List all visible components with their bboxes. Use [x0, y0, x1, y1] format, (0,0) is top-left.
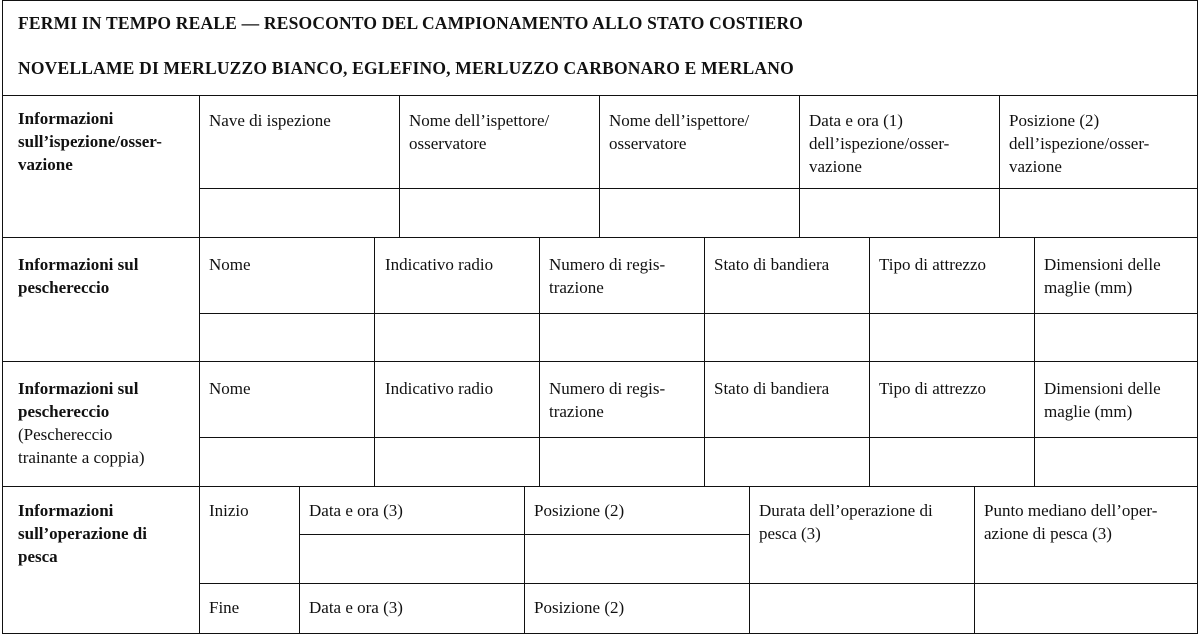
vessel-callsign-field[interactable]	[374, 313, 540, 362]
vessel-mesh-header: Dimensioni delle maglie (mm)	[1044, 255, 1161, 297]
pair-vessel-callsign-field[interactable]	[374, 437, 540, 487]
pair-vessel-flag-header: Stato di bandiera	[714, 379, 830, 398]
vessel-mesh-field[interactable]	[1034, 313, 1198, 362]
pair-vessel-gear-field[interactable]	[869, 437, 1035, 487]
pair-vessel-mesh-field[interactable]	[1034, 437, 1198, 487]
inspection-vessel-header: Nave di ispezione	[209, 111, 331, 130]
form-title: FERMI IN TEMPO REALE — RESOCONTO DEL CAMPIONAMENTO ALLO STATO COSTIERO	[18, 13, 804, 33]
inspection-label: Informazioni sull’ispezione/osser- vazione	[18, 109, 162, 174]
operation-label: Informazioni sull’operazione di pesca	[18, 501, 147, 566]
start-position-field[interactable]	[524, 534, 750, 584]
pair-vessel-gear-header: Tipo di attrezzo	[879, 379, 987, 398]
operation-midpoint-field[interactable]	[974, 583, 1198, 634]
vessel-gear-field[interactable]	[869, 313, 1035, 362]
inspector-name-field[interactable]	[399, 188, 600, 238]
pair-vessel-name-field[interactable]	[199, 437, 375, 487]
inspector-name-header: Nome dell’ispettore/ osservatore	[409, 111, 550, 153]
vessel-flag-field[interactable]	[704, 313, 870, 362]
inspection-datetime-field[interactable]	[799, 188, 1000, 238]
pair-vessel-flag-field[interactable]	[704, 437, 870, 487]
vessel-callsign-header: Indicativo radio	[385, 255, 494, 274]
pair-vessel-registration-field[interactable]	[539, 437, 705, 487]
inspection-position-field[interactable]	[999, 188, 1198, 238]
vessel-registration-header: Numero di regis- trazione	[549, 255, 666, 297]
end-datetime-header: Data e ora (3)	[309, 598, 403, 617]
pair-vessel-label: Informazioni sul peschereccio	[18, 379, 139, 421]
pair-vessel-mesh-header: Dimensioni delle maglie (mm)	[1044, 379, 1161, 421]
inspector-name-field[interactable]	[599, 188, 800, 238]
pair-vessel-sublabel: (Peschereccio trainante a coppia)	[18, 425, 145, 467]
start-position-header: Posizione (2)	[534, 501, 625, 520]
vessel-name-header: Nome	[209, 255, 251, 274]
end-position-header: Posizione (2)	[534, 598, 625, 617]
vessel-name-field[interactable]	[199, 313, 375, 362]
start-datetime-header: Data e ora (3)	[309, 501, 403, 520]
pair-vessel-name-header: Nome	[209, 379, 251, 398]
vessel-gear-header: Tipo di attrezzo	[879, 255, 987, 274]
operation-midpoint-header: Punto mediano dell’oper- azione di pesca (3)	[984, 501, 1158, 543]
start-datetime-field[interactable]	[299, 534, 525, 584]
operation-start-label: Inizio	[209, 501, 249, 520]
inspection-position-header: Posizione (2) dell’ispezione/osser- vazione	[1009, 111, 1150, 176]
pair-vessel-registration-header: Numero di regis- trazione	[549, 379, 666, 421]
inspector-name-header: Nome dell’ispettore/ osservatore	[609, 111, 750, 153]
inspection-datetime-header: Data e ora (1) dell’ispezione/osser- vazione	[809, 111, 950, 176]
pair-vessel-callsign-header: Indicativo radio	[385, 379, 494, 398]
operation-duration-header: Durata dell’operazione di pesca (3)	[759, 501, 933, 543]
operation-end-label: Fine	[209, 598, 240, 617]
form-subtitle: NOVELLAME DI MERLUZZO BIANCO, EGLEFINO, MERLUZZO CARBONARO E MERLANO	[18, 58, 794, 78]
inspection-vessel-field[interactable]	[199, 188, 400, 238]
vessel-label: Informazioni sul peschereccio	[18, 255, 139, 297]
vessel-flag-header: Stato di bandiera	[714, 255, 830, 274]
vessel-registration-field[interactable]	[539, 313, 705, 362]
operation-duration-field[interactable]	[749, 583, 975, 634]
